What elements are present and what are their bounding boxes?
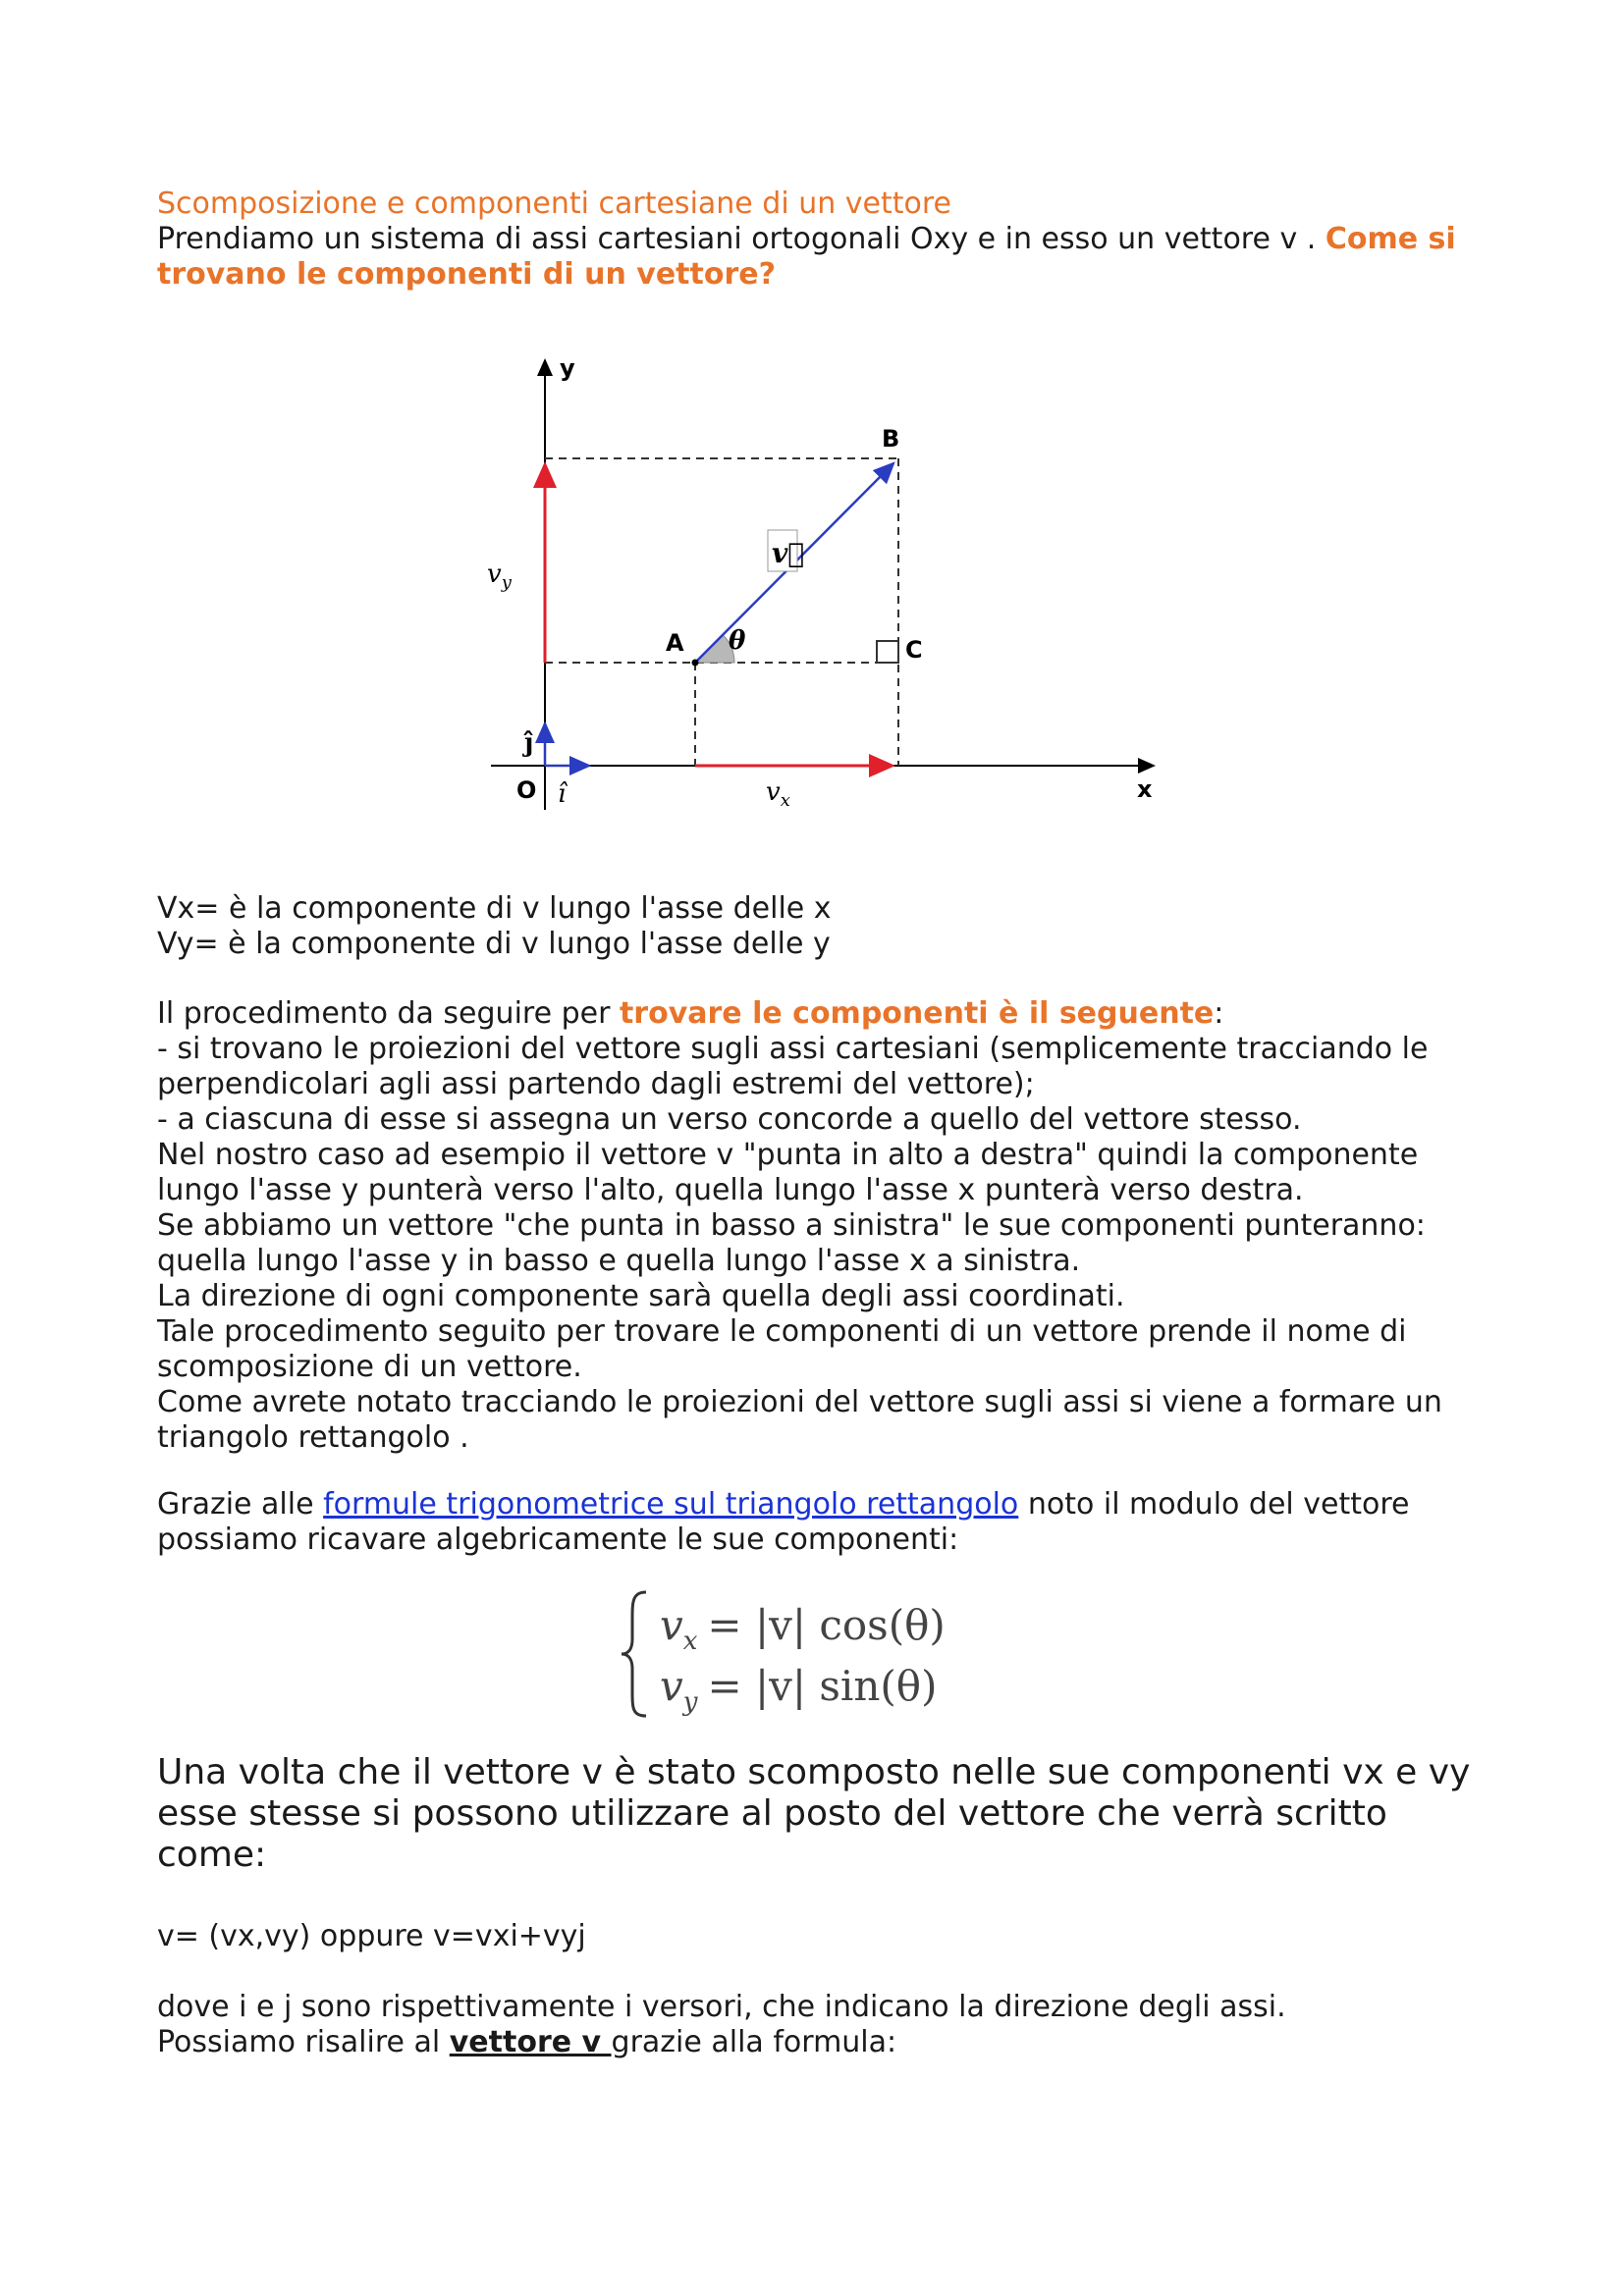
notation-section [157,1919,1492,1954]
versors-tail: grazie alla formula: [611,2025,897,2059]
procedure-line-7: Come avrete notato tracciando le proiezioni del vettore sugli assi si viene a formare un triangolo rettangolo . [157,1385,1442,1455]
procedure-tail: : [1214,996,1224,1031]
procedure-line-3: Nel nostro caso ad esempio il vettore v "punta in alto a destra" quindi la componente lungo l'asse y punterà verso l'alto, quella lungo l'asse x punterà verso destra. [157,1138,1419,1207]
label-x: x [1137,775,1153,803]
component-vy-line: Vy= è la componente di v lungo l'asse delle y [157,927,831,961]
procedure-line-2: - a ciascuna di esse si assegna un verso concorde a quello del vettore stesso. [157,1102,1302,1137]
notation-line: v= (vx,vy) oppure v=vxi+vyj [157,1919,586,1953]
summary-section [157,1752,1492,1876]
section-title: Scomposizione e componenti cartesiane di un vettore [157,187,951,221]
right-angle-mark [877,641,898,663]
versors-lead: Possiamo risalire al [157,2025,450,2059]
procedure-section [157,996,1492,1456]
formula-brace [622,1592,646,1716]
versors-line-2 [157,2025,1492,2060]
point-a-dot [692,660,699,667]
trig-lead: Grazie alle [157,1487,324,1522]
versors-bold-vector: vettore v [449,2025,612,2059]
procedure-line-4: Se abbiamo un vettore "che punta in basso a sinistra" le sue componenti punteranno: quella lungo l'asse y in basso e quella lungo l'asse x a sinistra. [157,1208,1426,1278]
label-origin: O [516,776,537,804]
intro-paragraph [157,222,1492,293]
trig-formulas-link[interactable]: formule trigonometrice sul triangolo rettangolo [323,1487,1019,1522]
procedure-line-6: Tale procedimento seguito per trovare le componenti di un vettore prende il nome di scomposizione di un vettore. [157,1314,1407,1384]
label-unit-j: ĵ [524,728,534,758]
procedure-line-5: La direzione di ogni componente sarà quella degli assi coordinati. [157,1279,1125,1313]
procedure-lead: Il procedimento da seguire per [157,996,620,1031]
trig-section [157,1487,1492,1558]
label-y: y [560,354,575,382]
trig-tail: noto il modulo del vettore possiamo ricavare algebricamente le sue componenti: [157,1487,1410,1557]
label-c: C [905,636,923,664]
projection-lines [545,458,898,766]
intro-section [157,187,1492,293]
formula-line-vx: $v_x = |v|$ cos(θ) [660,1601,946,1656]
versors-section [157,1990,1492,2060]
components-formula [619,1580,1031,1728]
formula-line-vy: $v_y = |v|$ sin(θ) [660,1662,938,1717]
intro-text: Prendiamo un sistema di assi cartesiani ortogonali Oxy e in esso un vettore v . [157,222,1325,256]
label-vy: $v_y$ [487,560,512,593]
summary-paragraph: Una volta che il vettore v è stato scomposto nelle sue componenti vx e vy esse stesse si possono utilizzare al posto del vettore che verrà scritto come: [157,1752,1471,1875]
versors-line-1: dove i e j sono rispettivamente i versori, che indicano la direzione degli assi. [157,1990,1286,2024]
intro-question: Come si trovano le componenti di un vettore? [157,222,1456,292]
vector-decomposition-figure [481,348,1168,820]
component-vx-line: Vx= è la componente di v lungo l'asse delle x [157,891,832,926]
procedure-highlight: trovare le componenti è il seguente [619,996,1215,1031]
components-section [157,891,1492,962]
label-theta: θ [729,626,746,656]
label-vx: $v_x$ [766,777,790,811]
trig-paragraph [157,1487,1492,1558]
label-vector-v: v⃗ [772,537,805,569]
label-a: A [666,629,684,657]
procedure-lead-line [157,996,1492,1032]
procedure-line-1: - si trovano le proiezioni del vettore sugli assi cartesiani (semplicemente tracciando le perpendicolari agli assi partendo dagli estremi del vettore); [157,1032,1429,1101]
label-b: B [882,425,900,453]
label-unit-i: î [558,779,567,809]
